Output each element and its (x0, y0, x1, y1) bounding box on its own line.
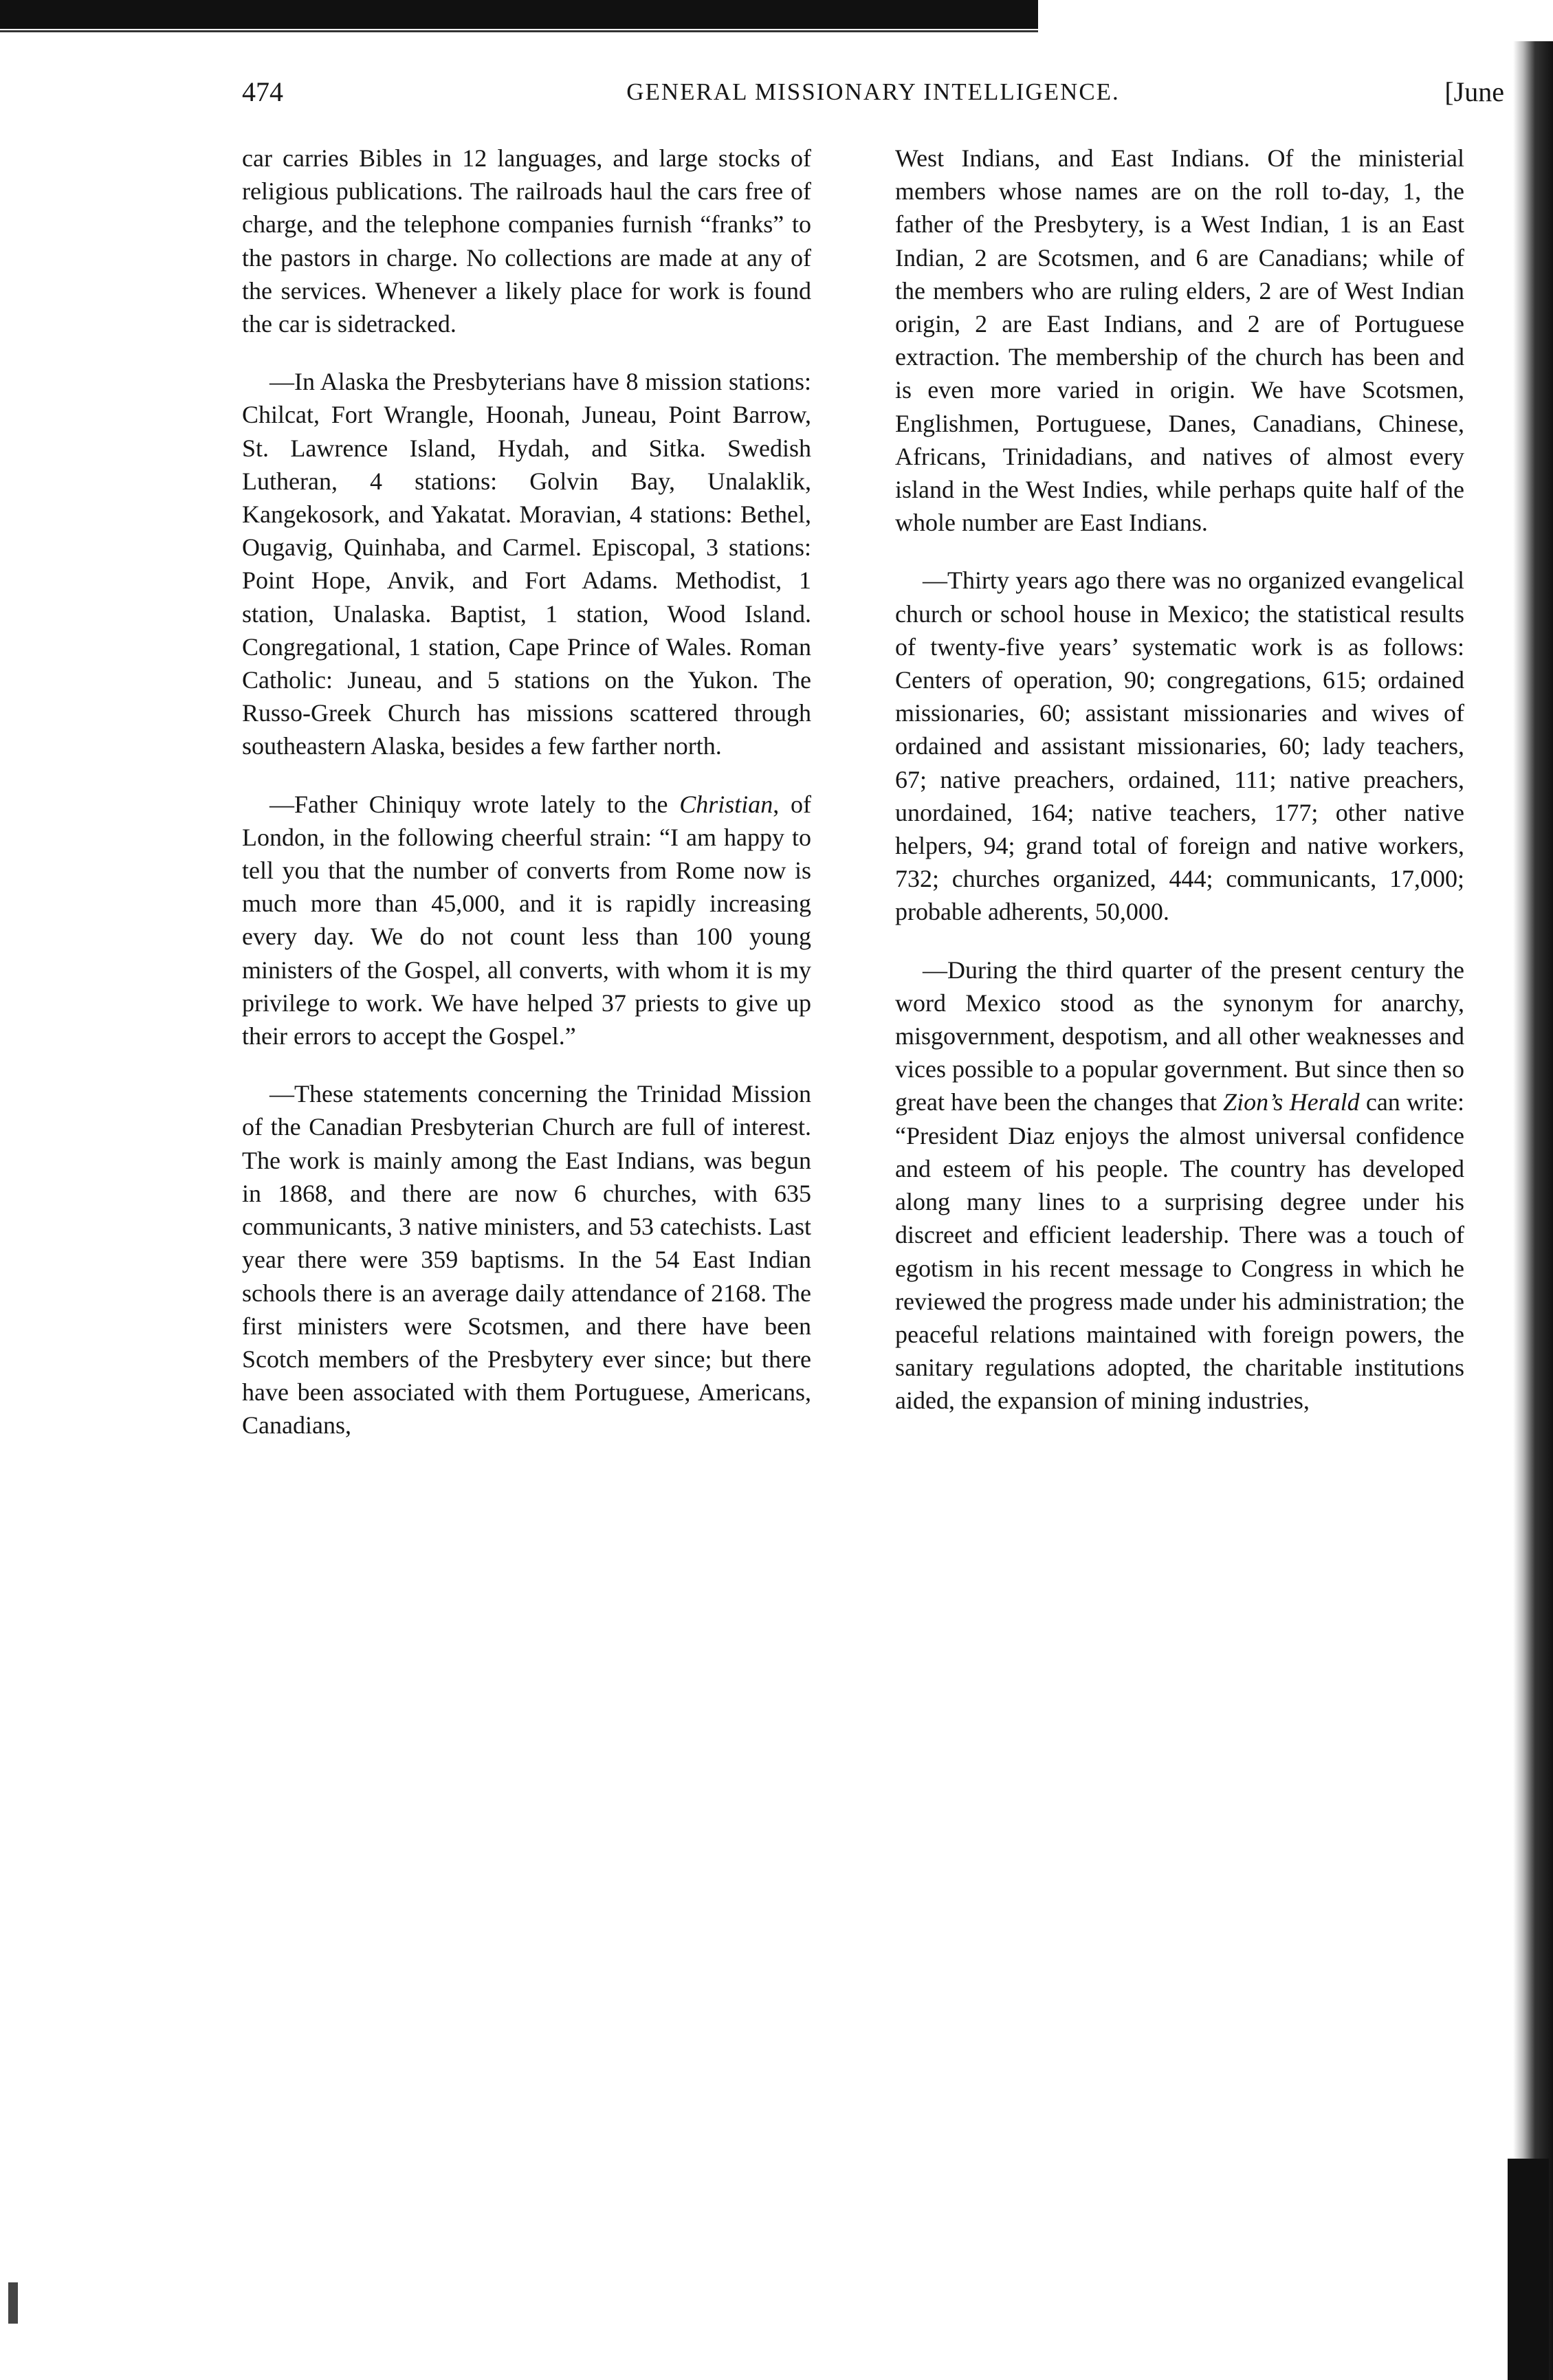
paragraph-father-chiniquy (242, 788, 811, 1053)
paragraph-alaska-missions: —In Alaska the Presbyterians have 8 mission stations: Chilcat, Fort Wrangle, Hoonah, Juneau, Point Barrow, St. Lawrence Island, Hydah, and Sitka. Swedish Lutheran, 4 stations: Golvin Bay, Unalaklik, Kangekosork, and Yakatat. Moravian, 4 stations: Bethel, Ougavig, Quinhaba, and Carmel. Episcopal, 3 stations: Point Hope, Anvik, and Fort Adams. Methodist, 1 station, Unalaska. Baptist, 1 station, Wood Island. Congregational, 1 station, Cape Prince of Wales. Roman Catholic: Juneau, and 5 stations on the Yukon. The Russo-Greek Church has missions scattered through southeastern Alaska, besides a few farther north. (242, 368, 811, 760)
page-number: 474 (242, 76, 283, 107)
paragraph-trinidad-continued: West Indians, and East Indians. Of the ministerial members whose names are on the roll to-day, 1, the father of the Presbytery, is a West Indian, 1 is an East Indian, 2 are Scotsmen, and 6 are Canadians; while of the members who are ruling elders, 2 are of West Indian origin, 2 are East Indians, and 2 are of Portuguese extraction. The membership of the church has been and is even more varied in origin. We have Scotsmen, Englishmen, Portuguese, Danes, Canadians, Chinese, Africans, Trinidadians, and natives of almost every island in the West Indies, while perhaps quite half of the whole number are East Indians. (895, 144, 1464, 537)
periodical-title: Christian (679, 790, 773, 818)
paragraph-text-segment: —During the third quarter of the present century the word Mexico stood as the synonym for anarchy, misgovernment, despotism, and all other weaknesses and vices possible to a popular government. But since then so great have been the changes that (895, 956, 1464, 1116)
paragraph-trinidad-mission: —These statements concerning the Trinidad Mission of the Canadian Presbyterian Church are full of interest. The work is mainly among the East Indians, was begun in 1868, and there are now 6 churches, with 635 communicants, 3 native ministers, and 53 catechists. Last year there were 359 baptisms. In the 54 East Indian schools there is an average daily attendance of 2168. The first ministers were Scotsmen, and there have been Scotch members of the Presbytery ever since; but there have been associated with them Portuguese, Americans, Canadians, (242, 1080, 811, 1440)
left-column (242, 142, 811, 1442)
scan-right-edge-shadow (1513, 41, 1553, 2380)
paragraph-text-segment: , of London, in the following cheerful strain: “I am happy to tell you that the number of converts from Rome now is much more than 45,000, and it is rapidly increasing every day. We do not count less than 100 young ministers of the Gospel, all converts, with whom it is my privilege to work. We have helped 37 priests to give up their errors to accept the Gospel.” (242, 790, 811, 1050)
paragraph-text-segment: —Father Chiniquy wrote lately to the (269, 790, 680, 818)
scan-right-edge-dark-patch (1508, 2159, 1549, 2380)
paragraph-text-segment: can write: “President Diaz enjoys the almost universal confidence and esteem of his people. The country has developed along many lines to a surprising degree under his discreet and efficient leadership. There was a touch of egotism in his recent message to Congress in which he reviewed the progress made under his administration; the peaceful relations maintained with foreign powers, the sanitary regulations adopted, the charitable institutions aided, the expansion of mining industries, (895, 1088, 1464, 1415)
scan-top-edge-bar (0, 0, 1038, 29)
running-title: GENERAL MISSIONARY INTELLIGENCE. (626, 78, 1120, 105)
scan-top-rule (0, 30, 1038, 32)
running-head (242, 76, 1504, 124)
periodical-title: Zion’s Herald (1223, 1088, 1360, 1116)
paragraph-mexico-president-diaz (895, 954, 1464, 1418)
paragraph-bible-car: car carries Bibles in 12 languages, and large stocks of religious publications. The railroads haul the cars free of charge, and the telephone companies furnish “franks” to the pastors in charge. No collections are made at any of the services. Whenever a likely place for work is found the car is sidetracked. (242, 144, 811, 338)
paragraph-mexico-statistics: —Thirty years ago there was no organized evangelical church or school house in Mexico; the statistical results of twenty-five years’ systematic work is as follows: Centers of operation, 90; congregations, 615; ordained missionaries, 60; assistant missionaries and wives of ordained and assistant missionaries, 60; lady teachers, 67; native preachers, ordained, 111; native preachers, unordained, 164; native teachers, 177; other native helpers, 94; grand total of foreign and native workers, 732; churches organized, 444; communicants, 17,000; probable adherents, 50,000. (895, 566, 1464, 926)
right-column (895, 142, 1464, 1418)
scan-left-margin-mark (8, 2282, 18, 2324)
running-month: [June (1444, 76, 1504, 107)
